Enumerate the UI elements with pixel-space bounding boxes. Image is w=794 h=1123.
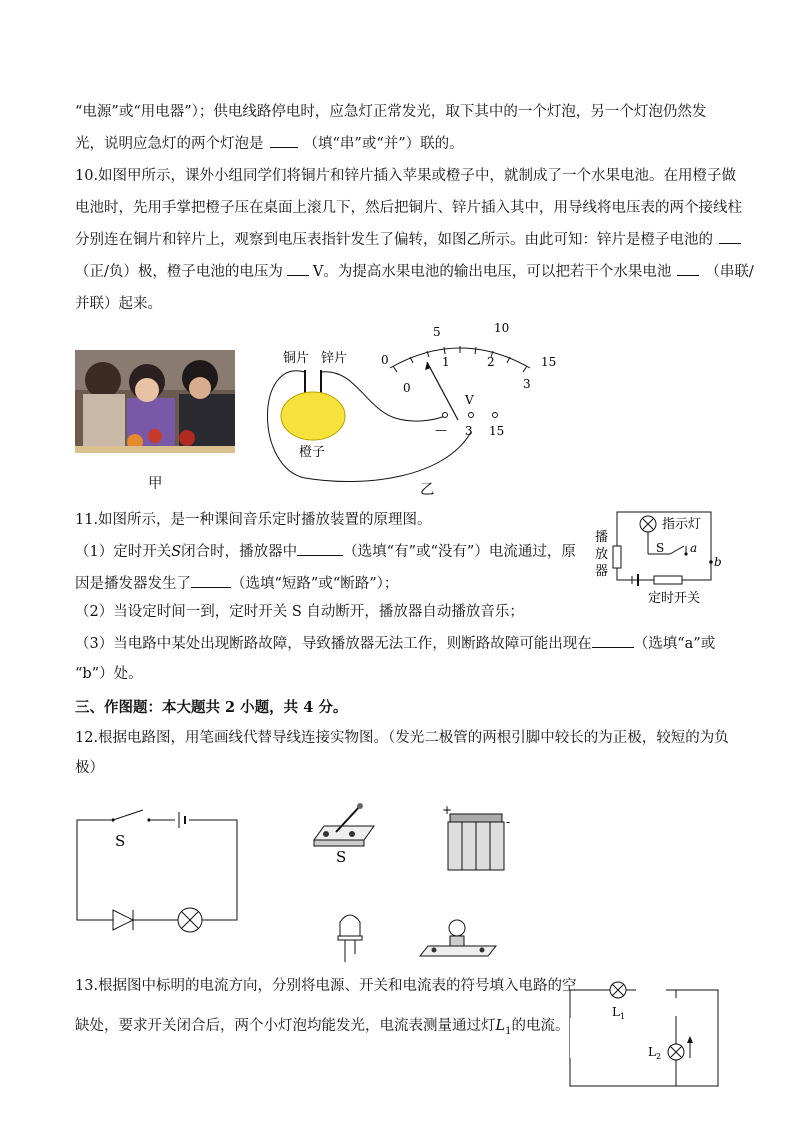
meter-top-tick: 15: [541, 355, 557, 369]
knife-switch-icon: [314, 803, 374, 846]
text-line: （1）定时开关S闭合时，播放器中 （选填“有”或“没有”）电流通过，原: [75, 544, 576, 560]
text-line: 光，说明应急灯的两个灯泡是 （填“串”或“并”）联的。: [75, 136, 464, 152]
question-11: 11.如图所示，是一种课间音乐定时播放装置的原理图。: [75, 512, 432, 528]
orange-battery-diagram: [245, 318, 575, 498]
meter-v-label: V: [465, 393, 474, 407]
lamp-holder-icon: [420, 920, 496, 956]
battery-pack-icon: [448, 814, 504, 870]
q12-components: [300, 796, 530, 966]
orange-icon: [281, 392, 345, 440]
player-resistor: [613, 546, 621, 568]
meter-top-tick: 0: [381, 353, 389, 367]
answer-blank[interactable]: [270, 147, 298, 148]
answer-blank[interactable]: [297, 555, 343, 556]
answer-blank[interactable]: [592, 647, 634, 648]
q13-circuit-diagram: [566, 978, 722, 1090]
current-arrow-head: [687, 1036, 693, 1043]
terminal-minus-label: —: [435, 423, 447, 437]
section-heading: 三、作图题：本大题共 2 小题，共 4 分。: [75, 699, 348, 716]
zinc-label: 锌片: [321, 351, 348, 366]
fruit-battery-photo: [75, 350, 235, 453]
text-line: 分别连在铜片和锌片上，观察到电压表指针发生了偏转，如图乙所示。由此可知：锌片是橙子电池的: [75, 230, 741, 250]
copper-label: 铜片: [283, 351, 310, 366]
answer-blank[interactable]: [287, 275, 309, 276]
switch-blade: [670, 546, 684, 554]
question-10: 10.如图甲所示，课外小组同学们将铜片和锌片插入苹果或橙子中，就制成了一个水果电池。在用橙子做: [75, 168, 737, 184]
led-icon: [338, 915, 362, 962]
switch-s-label: S: [656, 541, 665, 555]
lamp-l1-label: $L_1$: [612, 1005, 626, 1021]
text-line: 因是播发器发生了 （选填“短路”或“断路”）；: [75, 576, 399, 592]
text-line: “b”）处。: [75, 666, 143, 682]
terminal-3: [469, 413, 474, 418]
terminal-minus: [443, 413, 448, 418]
lamp-l2-label: $L_2$: [648, 1045, 662, 1061]
switch-s-label: S: [115, 832, 126, 850]
circuit-frame: [570, 990, 718, 1086]
point-a-label: a: [690, 541, 698, 555]
timer-label: 定时开关: [648, 591, 701, 606]
battery-minus-label: -: [506, 815, 511, 829]
player-label: 器: [595, 564, 609, 579]
question-13: 13.根据图中标明的电流方向，分别将电源、开关和电流表的符号填入电路的空: [75, 978, 577, 994]
text-line: “电源”或“用电器”）；供电线路停电时，应急灯正常发光，取下其中的一个灯泡，另一个灯泡仍然发: [75, 104, 707, 120]
question-12: 12.根据电路图，用笔画线代替导线连接实物图。（发光二极管的两根引脚中较长的为正极，较短的为负: [75, 730, 729, 746]
figure-label-yi: 乙: [420, 482, 435, 498]
text-line: （3）当电路中某处出现断路故障，导致播放器无法工作，则断路故障可能出现在 （选填“a”或: [75, 636, 716, 652]
circuit-frame: [77, 820, 237, 920]
player-label: 放: [595, 547, 609, 562]
text-line: （2）当设定时间一到，定时开关 S 自动断开，播放器自动播放音乐；: [75, 604, 524, 620]
switch-s-label: S: [336, 848, 347, 866]
terminal-15-label: 15: [489, 424, 505, 438]
orange-label: 橙子: [299, 445, 326, 460]
q11-circuit-diagram: [592, 506, 722, 608]
meter-bottom-tick: 1: [442, 355, 450, 369]
answer-blank[interactable]: [677, 275, 699, 276]
text-line: 极）: [75, 760, 104, 776]
text-line: 并联）起来。: [75, 296, 162, 312]
answer-blank[interactable]: [719, 243, 741, 244]
meter-top-tick: 10: [494, 321, 510, 335]
battery-plus-label: +: [442, 803, 453, 817]
point-b-label: b: [714, 555, 722, 569]
meter-top-tick: 5: [433, 325, 441, 339]
answer-blank[interactable]: [191, 587, 231, 588]
meter-bottom-tick: 2: [487, 355, 495, 369]
text-line: 缺处，要求开关闭合后，两个小灯泡均能发光，电流表测量通过灯$L_1$的电流。: [75, 1018, 570, 1037]
indicator-label: 指示灯: [662, 517, 702, 532]
text-line: 电池时，先用手掌把橙子压在桌面上滚几下，然后把铜片、锌片插入其中，用导线将电压表的两个接线柱: [75, 200, 742, 216]
meter-bottom-tick: 3: [523, 377, 531, 391]
figure-label-jia: 甲: [148, 476, 163, 492]
text-line: （正/负）极，橙子电池的电压为 V。为提高水果电池的输出电压，可以把若干个水果电池 （串联/: [75, 264, 754, 280]
terminal-3-label: 3: [465, 424, 473, 438]
terminal-15: [493, 413, 498, 418]
meter-bottom-tick: 0: [403, 381, 411, 395]
meter-needle: [427, 362, 458, 420]
diode-icon: [113, 910, 133, 930]
player-label: 播: [595, 530, 609, 545]
q12-circuit-diagram: [75, 800, 245, 950]
meter-ticks: [393, 346, 527, 372]
timer-switch: [654, 576, 682, 584]
